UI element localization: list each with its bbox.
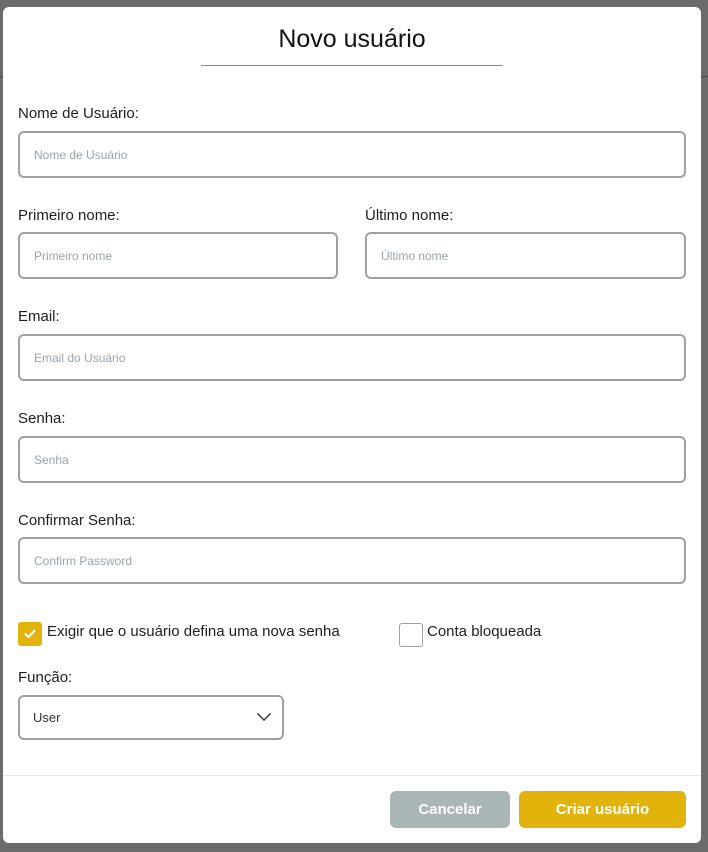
role-select[interactable]	[18, 695, 284, 740]
first-name-field[interactable]	[18, 232, 338, 279]
email-field[interactable]	[18, 334, 686, 381]
password-input[interactable]	[32, 452, 684, 468]
create-user-button[interactable]: Criar usuário	[519, 791, 686, 828]
role-label: Função:	[18, 669, 73, 686]
password-field[interactable]	[18, 436, 686, 483]
require-new-password-label: Exigir que o usuário defina uma nova senha	[47, 623, 340, 640]
chevron-down-icon	[256, 711, 272, 723]
account-locked-checkbox[interactable]	[399, 623, 423, 647]
last-name-field[interactable]	[365, 232, 686, 279]
username-input[interactable]	[32, 147, 684, 163]
last-name-input[interactable]	[379, 248, 684, 264]
last-name-label: Último nome:	[365, 207, 454, 224]
first-name-input[interactable]	[32, 248, 336, 264]
confirm-password-label: Confirmar Senha:	[18, 512, 136, 529]
confirm-password-field[interactable]	[18, 537, 686, 584]
password-label: Senha:	[18, 410, 66, 427]
first-name-label: Primeiro nome:	[18, 207, 120, 224]
email-input[interactable]	[32, 350, 684, 366]
checkmark-icon	[24, 629, 36, 639]
username-label: Nome de Usuário:	[18, 105, 139, 122]
modal-title: Novo usuário	[278, 25, 426, 53]
email-label: Email:	[18, 308, 60, 325]
confirm-password-input[interactable]	[32, 553, 684, 569]
account-locked-label: Conta bloqueada	[427, 623, 542, 640]
cancel-button[interactable]: Cancelar	[390, 791, 510, 828]
new-user-modal	[3, 7, 701, 843]
title-divider	[201, 65, 502, 66]
footer-divider	[3, 775, 701, 776]
username-field[interactable]	[18, 131, 686, 178]
role-selected-value: User	[33, 710, 61, 725]
require-new-password-checkbox[interactable]	[18, 622, 42, 646]
